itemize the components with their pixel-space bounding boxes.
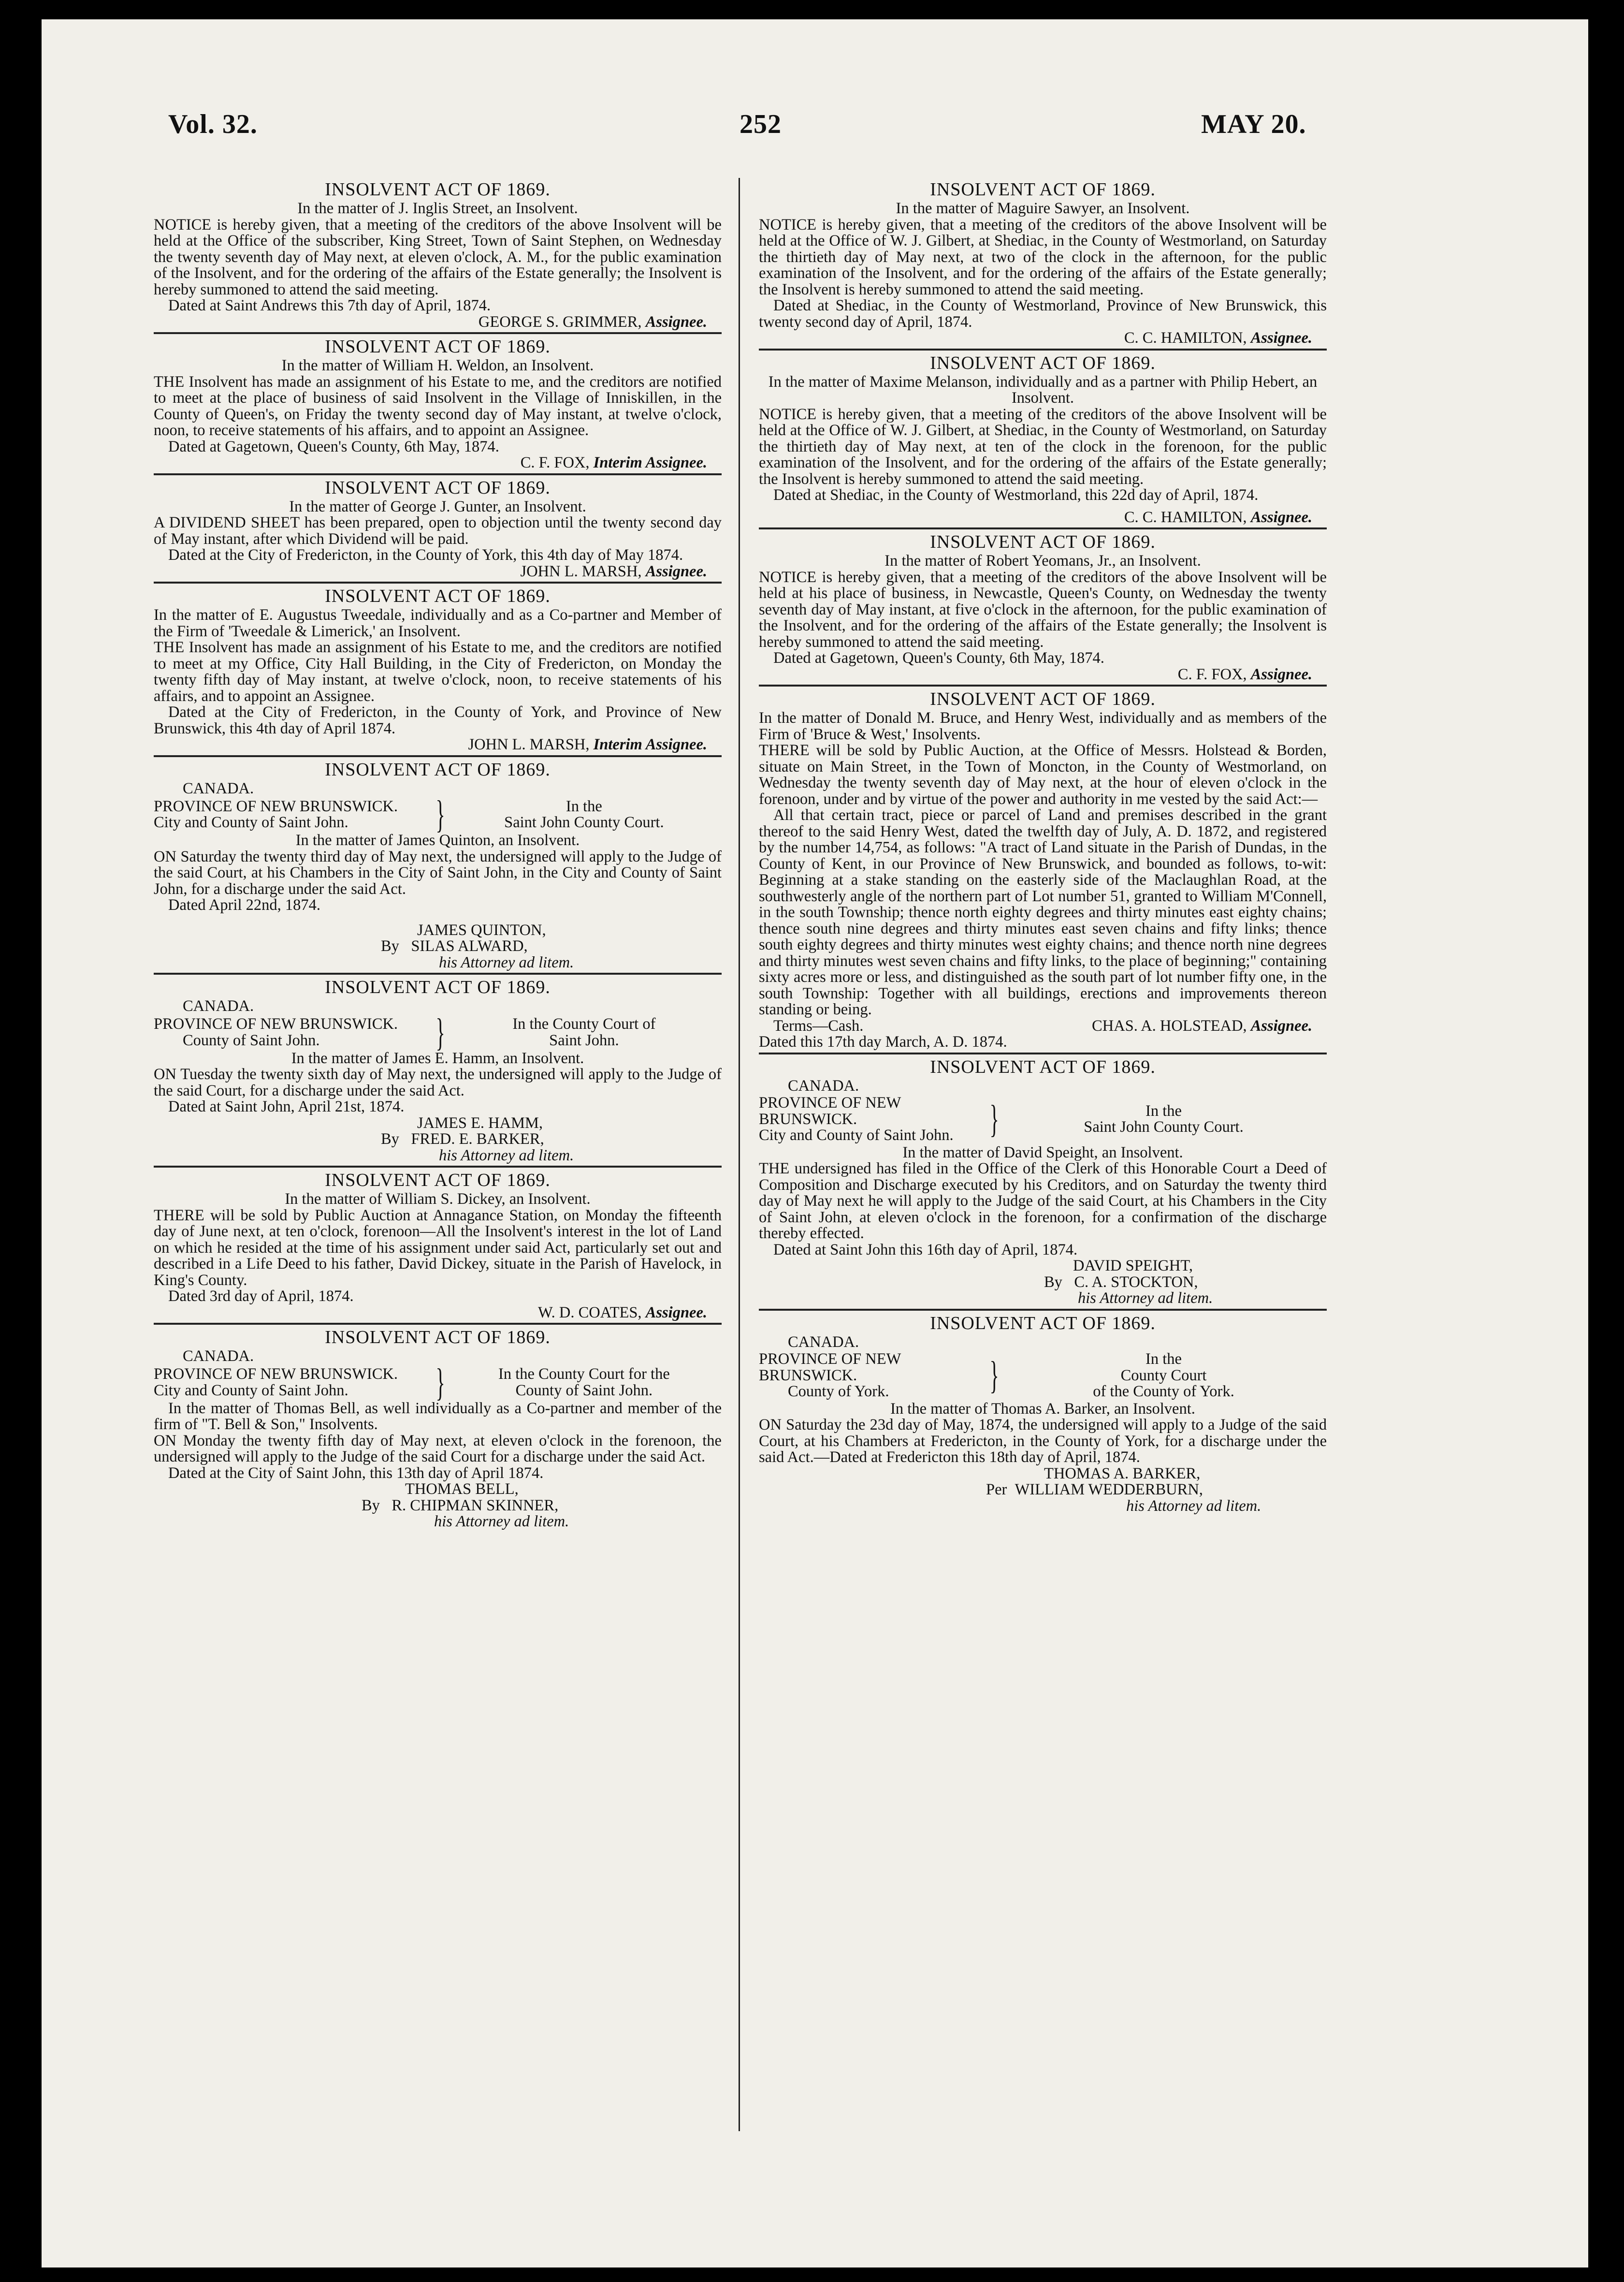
notice-title: INSOLVENT ACT OF 1869.	[930, 532, 1156, 552]
notice-body-2: All that certain tract, piece or parcel of Land and premises described in the grant thereof to the said Henry West, dated the twelfth day of July, A. D. 1872, and registered by the number 14,754, as follows: "A tract of Land situate in the Parish of Dundas, in the County of Kent, in our Province of New Brunswick, and bounded as follows, to-wit: Beginning at a stake standing on the easterly side of the Maclaughlan Road, at the southwesterly angle of the northern part of Lot number 51, granted to William M'Connell, in the south Township; thence north eighty degrees and thirty minutes east eighty chains; thence south nine degrees and thirty minutes east seven chains and fifty links; thence south eighty degrees and thirty minutes west eighty chains; and thence north nine degrees and thirty minutes west seven chains and fifty links, to the place of beginning;" containing sixty acres more or less, and distinguished as the south part of lot number fifty one, in the south Township: Together with all buildings, erections and improvements thereon standing or being.	[759, 806, 1327, 1018]
canada-label: CANADA.	[788, 1333, 859, 1351]
notice-body: THERE will be sold by Public Auction at Annagance Station, on Monday the fifteenth day of June next, at ten o'clock, forenoon—All the Insolvent's interest in the lot of Land on which he resided at the time of his assignment under said Act, particularly set out and described in a Life Deed to his father, David Dickey, situate in the Parish of Havelock, in King's County.	[154, 1206, 722, 1289]
notice-title: INSOLVENT ACT OF 1869.	[325, 179, 551, 200]
notice-title: INSOLVENT ACT OF 1869.	[325, 336, 551, 357]
by-label: By	[362, 1496, 380, 1514]
notice-signature-block	[1044, 1258, 1327, 1307]
notice-dated: Dated at Shediac, in the County of Westmorland, this 22d day of April, 1874.	[773, 486, 1259, 504]
county-label: County of York.	[788, 1383, 889, 1400]
caption-right	[447, 799, 722, 831]
signer-role: Interim Assignee.	[593, 736, 707, 753]
signer-name: JOHN L. MARSH,	[520, 562, 642, 580]
county-label: County of Saint John.	[183, 1031, 320, 1049]
signer-name: C. C. HAMILTON,	[1124, 508, 1247, 526]
brace-glyph: }	[435, 1361, 445, 1404]
attorney-line	[933, 1482, 1327, 1498]
county-label: City and County of Saint John.	[154, 1381, 348, 1399]
brace-glyph: }	[435, 1011, 445, 1054]
court-caption	[759, 1095, 1327, 1144]
notice-signature	[154, 455, 722, 471]
notice-dated: Dated 3rd day of April, 1874.	[168, 1287, 354, 1305]
page-number: 252	[740, 109, 782, 139]
notice-yeomans	[759, 532, 1327, 687]
notice-matter: In the matter of Donald M. Bruce, and Henry West, individually and as members of the Firm of 'Bruce & West,' Insolvents.	[759, 709, 1327, 743]
notice-melanson	[759, 353, 1327, 530]
brace-glyph: }	[435, 793, 445, 836]
signer-role: Assignee.	[645, 562, 707, 580]
attorney-line	[381, 1131, 722, 1148]
attorney-role: his Attorney ad litem.	[1126, 1497, 1262, 1515]
canada-label: CANADA.	[183, 997, 254, 1015]
notice-dated: Dated at the City of Fredericton, in the County of York, and Province of New Brunswick, this 4th day of April 1874.	[154, 703, 722, 737]
canada-label: CANADA.	[183, 1347, 254, 1365]
attorney-name: SILAS ALWARD,	[411, 937, 528, 955]
notice-body: NOTICE is hereby given, that a meeting of the creditors of the above Insolvent will be held at his place of business, in Newcastle, Queen's County, on Wednesday the twenty seventh day of May instant, at five o'clock in the afternoon, for the public examination of the Insolvent, and for the ordering of the affairs of the Estate generally; the Insolvent is hereby summoned to attend the said meeting.	[759, 568, 1327, 651]
notice-matter: In the matter of William S. Dickey, an Insolvent.	[285, 1190, 591, 1208]
signer-role: Assignee.	[1250, 665, 1312, 683]
signer-name: THOMAS BELL,	[405, 1480, 519, 1498]
signer-name: C. F. FOX,	[520, 454, 590, 471]
notice-matter: In the matter of Maxime Melanson, individually and as a partner with Philip Hebert, an Insolvent.	[768, 373, 1318, 407]
notice-dated: Dated at Shediac, in the County of Westmorland, Province of New Brunswick, this twenty second day of April, 1874.	[759, 297, 1327, 331]
by-label: By	[1044, 1273, 1062, 1291]
issue-date: MAY 20.	[1201, 109, 1306, 139]
notice-body: THE undersigned has filed in the Office of the Clerk of this Honorable Court a Deed of Composition and Discharge executed by his Creditors, and on Saturday the twenty third day of May next he will apply to the Judge of the said Court, at his Chambers in the City of Saint John, at eleven o'clock in the forenoon, for a confirmation of the discharge thereby effected.	[759, 1160, 1327, 1242]
notice-body: ON Tuesday the twenty sixth day of May next, the undersigned will apply to the Judge of the said Court, for a discharge under the said Act.	[154, 1066, 722, 1099]
caption-right	[447, 1016, 722, 1049]
notice-sawyer	[759, 180, 1327, 351]
notice-matter: In the matter of George J. Gunter, an Insolvent.	[289, 497, 586, 515]
attorney-role: his Attorney ad litem.	[434, 1513, 569, 1530]
notice-dated: Dated this 17th day March, A. D. 1874.	[759, 1033, 1007, 1051]
signer-name: THOMAS A. BARKER,	[1044, 1464, 1201, 1482]
notice-signature-block	[381, 1115, 722, 1164]
attorney-line	[381, 938, 722, 955]
court-line-1: In the	[566, 797, 602, 815]
notice-dated: Dated at Gagetown, Queen's County, 6th May, 1874.	[168, 438, 499, 455]
notice-dated: Dated April 22nd, 1874.	[168, 896, 321, 914]
court-line-1: In the County Court for the	[498, 1365, 670, 1383]
court-caption	[154, 1011, 722, 1054]
caption-left	[759, 1095, 986, 1144]
notice-title: INSOLVENT ACT OF 1869.	[930, 352, 1156, 373]
notice-dated: Dated at the City of Saint John, this 13th day of April 1874.	[168, 1464, 544, 1482]
notice-title: INSOLVENT ACT OF 1869.	[930, 1056, 1156, 1077]
notice-signature	[759, 330, 1327, 347]
notice-signature	[759, 510, 1327, 526]
notice-title: INSOLVENT ACT OF 1869.	[325, 759, 551, 780]
signer-name: JOHN L. MARSH,	[468, 736, 590, 753]
notice-matter: In the matter of David Speight, an Insolvent.	[902, 1143, 1183, 1161]
notice-speight	[759, 1057, 1327, 1311]
notice-dated: Dated at Saint John this 16th day of April, 1874.	[773, 1241, 1078, 1258]
by-label: By	[381, 937, 399, 955]
signer-role: Assignee.	[645, 1303, 707, 1321]
notice-dickey	[154, 1170, 722, 1325]
notice-matter: In the matter of James Quinton, an Insolvent.	[295, 832, 580, 849]
notice-matter: In the matter of E. Augustus Tweedale, individually and as a Co-partner and Member of the Firm of 'Tweedale & Limerick,' an Insolvent.	[154, 606, 722, 640]
notice-signature	[154, 314, 722, 331]
signer-name: W. D. COATES,	[537, 1303, 642, 1321]
court-line-2: Saint John County Court.	[1084, 1118, 1244, 1136]
notice-signature	[154, 737, 722, 753]
notice-matter: In the matter of William H. Weldon, an Insolvent.	[281, 357, 594, 374]
attorney-role: his Attorney ad litem.	[1078, 1289, 1213, 1307]
county-label: City and County of Saint John.	[759, 1126, 954, 1144]
notice-dated: Dated at Saint John, April 21st, 1874.	[168, 1098, 405, 1115]
caption-left	[759, 1351, 986, 1400]
signer-role: Assignee.	[1250, 508, 1312, 526]
notice-matter: In the matter of James E. Hamm, an Insolvent.	[291, 1049, 584, 1067]
notice-signature-block	[933, 1466, 1327, 1515]
court-line-1: In the County Court of	[512, 1015, 656, 1033]
volume-label: Vol. 32.	[168, 109, 258, 139]
province-label: PROVINCE OF NEW BRUNSWICK.	[154, 1365, 398, 1383]
notice-body: NOTICE is hereby given, that a meeting of the creditors of the above Insolvent will be held at the Office of the subscriber, King Street, Town of Saint Stephen, on Wednesday the twenty seventh day of May next, at eleven o'clock, A. M., for the public examination of the Insolvent, and for the ordering of the affairs of the Estate generally; the Insolvent is hereby summoned to attend the said meeting.	[154, 216, 722, 298]
notice-weldon	[154, 337, 722, 475]
court-line-1: In the	[1146, 1350, 1182, 1368]
province-label: PROVINCE OF NEW BRUNSWICK.	[154, 1015, 398, 1033]
canada-label: CANADA.	[183, 779, 254, 797]
notice-body: ON Saturday the twenty third day of May next, the undersigned will apply to the Judge of the said Court, at his Chambers in the City of Saint John, in the City and County of Saint John, for a discharge under the said Act.	[154, 848, 722, 898]
notice-matter: In the matter of Thomas A. Barker, an Insolvent.	[890, 1400, 1195, 1418]
signer-name: C. F. FOX,	[1177, 665, 1247, 683]
notice-title: INSOLVENT ACT OF 1869.	[930, 1313, 1156, 1333]
county-label: City and County of Saint John.	[154, 814, 348, 831]
notice-body: A DIVIDEND SHEET has been prepared, open to objection until the twenty second day of May instant, after which Dividend will be paid.	[154, 514, 722, 548]
notice-hamm	[154, 978, 722, 1168]
signer-name: DAVID SPEIGHT,	[1073, 1257, 1193, 1274]
attorney-role: his Attorney ad litem.	[439, 953, 574, 971]
attorney-name: C. A. STOCKTON,	[1074, 1273, 1198, 1291]
terms-label: Terms—Cash.	[773, 1017, 864, 1035]
signer-role: Assignee.	[1250, 1017, 1312, 1035]
notice-dated: Dated at Saint Andrews this 7th day of April, 1874.	[168, 297, 491, 314]
attorney-role: his Attorney ad litem.	[439, 1146, 574, 1164]
brace-glyph: }	[989, 1098, 999, 1141]
column-divider	[739, 178, 740, 2131]
province-label: PROVINCE OF NEW BRUNSWICK.	[154, 797, 398, 815]
notice-title: INSOLVENT ACT OF 1869.	[325, 477, 551, 498]
notice-signature-block	[362, 1481, 722, 1530]
signer-role: Assignee.	[1250, 329, 1312, 347]
signer-name: CHAS. A. HOLSTEAD,	[1092, 1017, 1247, 1035]
notice-matter: In the matter of Maguire Sawyer, an Insolvent.	[896, 200, 1190, 217]
court-caption	[154, 793, 722, 836]
by-label: Per	[986, 1481, 1007, 1498]
court-line-2: County of Saint John.	[515, 1381, 653, 1399]
left-column	[154, 179, 722, 1535]
signer-role: Assignee.	[645, 313, 707, 331]
notice-title: INSOLVENT ACT OF 1869.	[930, 689, 1156, 709]
court-line-1: In the	[1146, 1102, 1182, 1120]
province-label: PROVINCE OF NEW BRUNSWICK.	[759, 1350, 901, 1384]
notice-matter: In the matter of Robert Yeomans, Jr., an Insolvent.	[884, 552, 1201, 570]
attorney-line	[362, 1498, 722, 1514]
notice-title: INSOLVENT ACT OF 1869.	[930, 179, 1156, 200]
notice-body: THE Insolvent has made an assignment of his Estate to me, and the creditors are notified to meet at the place of business of said Insolvent in the Village of Inniskillen, in the County of Queen's, on Friday the twenty second day of May instant, at twelve o'clock, noon, to receive statements of his affairs, and to appoint an Assignee.	[154, 373, 722, 439]
signer-name: JAMES QUINTON,	[417, 921, 546, 939]
notice-body: NOTICE is hereby given, that a meeting of the creditors of the above Insolvent will be held at the Office of W. J. Gilbert, at Shediac, in the County of Westmorland, on Saturday the thirtieth day of May next, at two of the clock in the afternoon, for the public examination of the Insolvent, and for the ordering of the affairs of the Estate generally; the Insolvent is hereby summoned to attend the said meeting.	[759, 216, 1327, 298]
canada-label: CANADA.	[788, 1077, 859, 1095]
notice-barker	[759, 1314, 1327, 1517]
notice-signature	[154, 564, 722, 580]
brace-glyph: }	[989, 1354, 999, 1397]
attorney-name: FRED. E. BARKER,	[411, 1130, 544, 1148]
notice-title: INSOLVENT ACT OF 1869.	[325, 977, 551, 997]
signer-name: GEORGE S. GRIMMER,	[478, 313, 642, 331]
court-line-2: County Court	[1120, 1366, 1207, 1384]
notice-dated: Dated at Gagetown, Queen's County, 6th May, 1874.	[773, 649, 1104, 667]
notice-bruce-west	[759, 689, 1327, 1054]
caption-right	[1000, 1351, 1327, 1400]
notice-signature	[759, 667, 1327, 683]
notice-bell	[154, 1328, 722, 1532]
caption-right	[447, 1366, 722, 1399]
notice-quinton	[154, 760, 722, 975]
notice-gunter	[154, 478, 722, 584]
notice-matter: In the matter of Thomas Bell, as well individually as a Co-partner and member of the firm of "T. Bell & Son," Insolvents.	[154, 1399, 722, 1433]
court-caption	[154, 1361, 722, 1404]
notice-body: THERE will be sold by Public Auction, at the Office of Messrs. Holstead & Borden, situate on Main Street, in the Town of Moncton, in the County of Westmorland, on Wednesday the twenty seventh day of May next, at the hour of eleven o'clock in the forenoon, under and by virtue of the power and authority in me vested by the said Act:—	[759, 742, 1327, 808]
notice-body: ON Monday the twenty fifth day of May next, at eleven o'clock in the forenoon, the undersigned will apply to the Judge of the said Court for a discharge under the said Act.	[154, 1432, 722, 1465]
caption-right	[1000, 1103, 1327, 1136]
notice-street	[154, 180, 722, 334]
notice-title: INSOLVENT ACT OF 1869.	[325, 1170, 551, 1190]
court-line-3: of the County of York.	[1093, 1383, 1234, 1400]
notice-body: ON Saturday the 23d day of May, 1874, the undersigned will apply to a Judge of the said Court, at his Chambers at Fredericton, in the County of York, for a discharge under the said Act.—Dated at Fredericton this 18th day of April, 1874.	[759, 1416, 1327, 1466]
signer-role: Interim Assignee.	[593, 454, 707, 471]
right-column	[759, 179, 1327, 1519]
attorney-line	[1044, 1274, 1327, 1291]
by-label: By	[381, 1130, 399, 1148]
notice-signature-block	[381, 922, 722, 971]
notice-matter: In the matter of J. Inglis Street, an Insolvent.	[297, 200, 578, 217]
caption-left	[154, 1016, 432, 1049]
caption-left	[154, 799, 432, 831]
court-line-2: Saint John County Court.	[504, 814, 664, 831]
court-line-2: Saint John.	[549, 1031, 619, 1049]
notice-title: INSOLVENT ACT OF 1869.	[325, 586, 551, 606]
province-label: PROVINCE OF NEW BRUNSWICK.	[759, 1094, 901, 1128]
caption-left	[154, 1366, 432, 1399]
notice-tweedale	[154, 586, 722, 757]
attorney-name: R. CHIPMAN SKINNER,	[392, 1496, 559, 1514]
court-caption	[759, 1351, 1327, 1400]
notice-signature	[154, 1305, 722, 1321]
notice-dated: Dated at the City of Fredericton, in the County of York, this 4th day of May 1874.	[168, 546, 683, 564]
notice-body: NOTICE is hereby given, that a meeting of the creditors of the above Insolvent will be held at the Office of W. J. Gilbert, at Shediac, in the County of Westmorland, on Saturday the thirtieth day of May next, at ten of the clock in the forenoon, for the public examination of the Insolvent, and for the ordering of the affairs of the Estate generally; the Insolvent is hereby summoned to attend the said meeting.	[759, 405, 1327, 488]
notice-title: INSOLVENT ACT OF 1869.	[325, 1327, 551, 1347]
notice-signature	[1092, 1018, 1312, 1035]
terms-line	[759, 1018, 1327, 1035]
signer-name: C. C. HAMILTON,	[1124, 329, 1247, 347]
signer-name: JAMES E. HAMM,	[417, 1114, 543, 1132]
notice-body: THE Insolvent has made an assignment of his Estate to me, and the creditors are notified to meet at my Office, City Hall Building, in the City of Fredericton, on Monday the twenty fifth day of May instant, at twelve o'clock, noon, to receive statements of his affairs, and to appoint an Assignee.	[154, 639, 722, 705]
attorney-name: WILLIAM WEDDERBURN,	[1015, 1481, 1203, 1498]
